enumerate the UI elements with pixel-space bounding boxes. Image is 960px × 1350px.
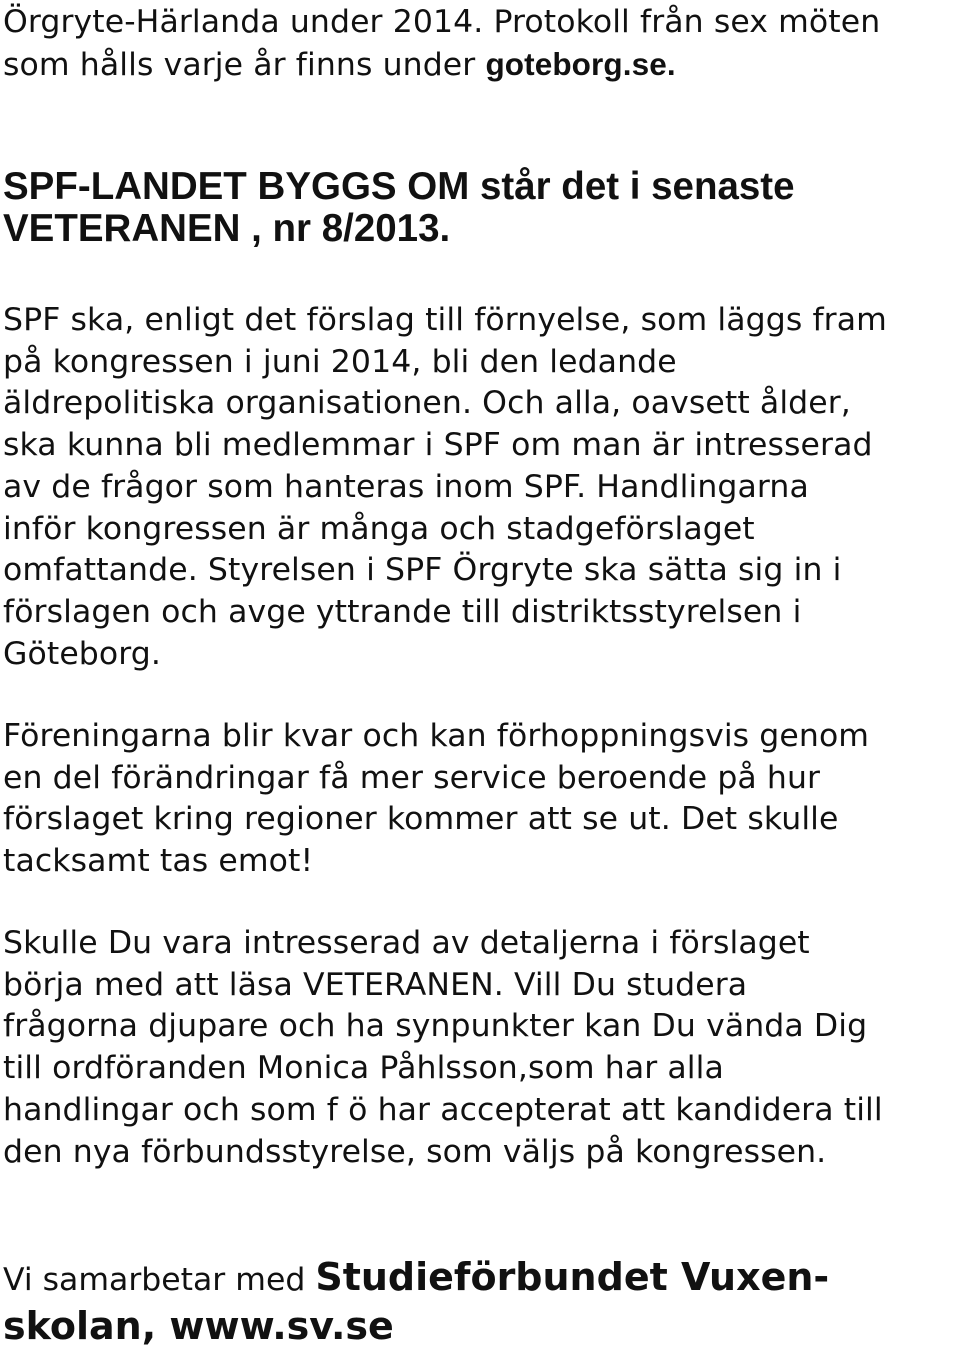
paragraph-1-line: av de frågor som hanteras inom SPF. Handlingarna <box>3 468 809 505</box>
paragraph-1-line: förslagen och avge yttrande till distriktsstyrelsen i <box>3 593 802 630</box>
paragraph-3-line: Skulle Du vara intresserad av detaljerna i förslaget <box>3 925 810 961</box>
intro-line-2-text: som hålls varje år finns under <box>3 46 486 83</box>
heading-line-2: VETERANEN , nr 8/2013. <box>3 207 451 250</box>
paragraph-1-line: SPF ska, enligt det förslag till förnyelse, som läggs fram <box>3 302 887 338</box>
paragraph-3 <box>3 923 953 1173</box>
partner-website[interactable]: skolan, www.sv.se <box>3 1304 394 1348</box>
paragraph-3-line: till ordföranden Monica Påhlsson,som har alla <box>3 1050 724 1087</box>
paragraph-2-line: en del förändringar få mer service beroende på hur <box>3 759 821 796</box>
goteborg-link[interactable]: goteborg.se. <box>485 45 676 82</box>
paragraph-3-line: den nya förbundsstyrelse, som väljs på kongressen. <box>3 1133 827 1170</box>
paragraph-1-line: Göteborg. <box>3 635 161 672</box>
section-heading <box>3 166 953 250</box>
paragraph-2-line: förslaget kring regioner kommer att se ut. Det skulle <box>3 801 839 838</box>
intro-line-1: Örgryte-Härlanda under 2014. Protokoll från sex möten <box>3 4 881 40</box>
paragraph-1-line: omfattande. Styrelsen i SPF Örgryte ska sätta sig in i <box>3 552 842 589</box>
paragraph-3-line: frågorna djupare och ha synpunkter kan Du vända Dig <box>3 1008 868 1045</box>
paragraph-1-line: äldrepolitiska organisationen. Och alla, oavsett ålder, <box>3 385 851 422</box>
closing-prefix: Vi samarbetar med <box>3 1262 316 1298</box>
paragraph-3-line: handlingar och som f ö har accepterat att kandidera till <box>3 1091 883 1128</box>
intro-line-2 <box>3 44 953 87</box>
paragraph-1-line: inför kongressen är många och stadgeförslaget <box>3 510 755 547</box>
paragraph-1-line: ska kunna bli medlemmar i SPF om man är intresserad <box>3 427 873 464</box>
paragraph-2 <box>3 716 953 883</box>
paragraph-1-line: på kongressen i juni 2014, bli den ledande <box>3 343 677 380</box>
paragraph-1 <box>3 300 953 675</box>
paragraph-3-line: börja med att läsa VETERANEN. Vill Du studera <box>3 966 748 1003</box>
paragraph-2-line: Föreningarna blir kvar och kan förhoppningsvis genom <box>3 718 870 754</box>
intro-paragraph <box>3 2 953 86</box>
closing-line-1 <box>3 1254 953 1303</box>
closing-note <box>3 1254 953 1349</box>
paragraph-2-line: tacksamt tas emot! <box>3 843 314 880</box>
heading-line-1: SPF-LANDET BYGGS OM står det i senaste <box>3 165 795 208</box>
partner-name: Studieförbundet Vuxen- <box>315 1255 830 1299</box>
